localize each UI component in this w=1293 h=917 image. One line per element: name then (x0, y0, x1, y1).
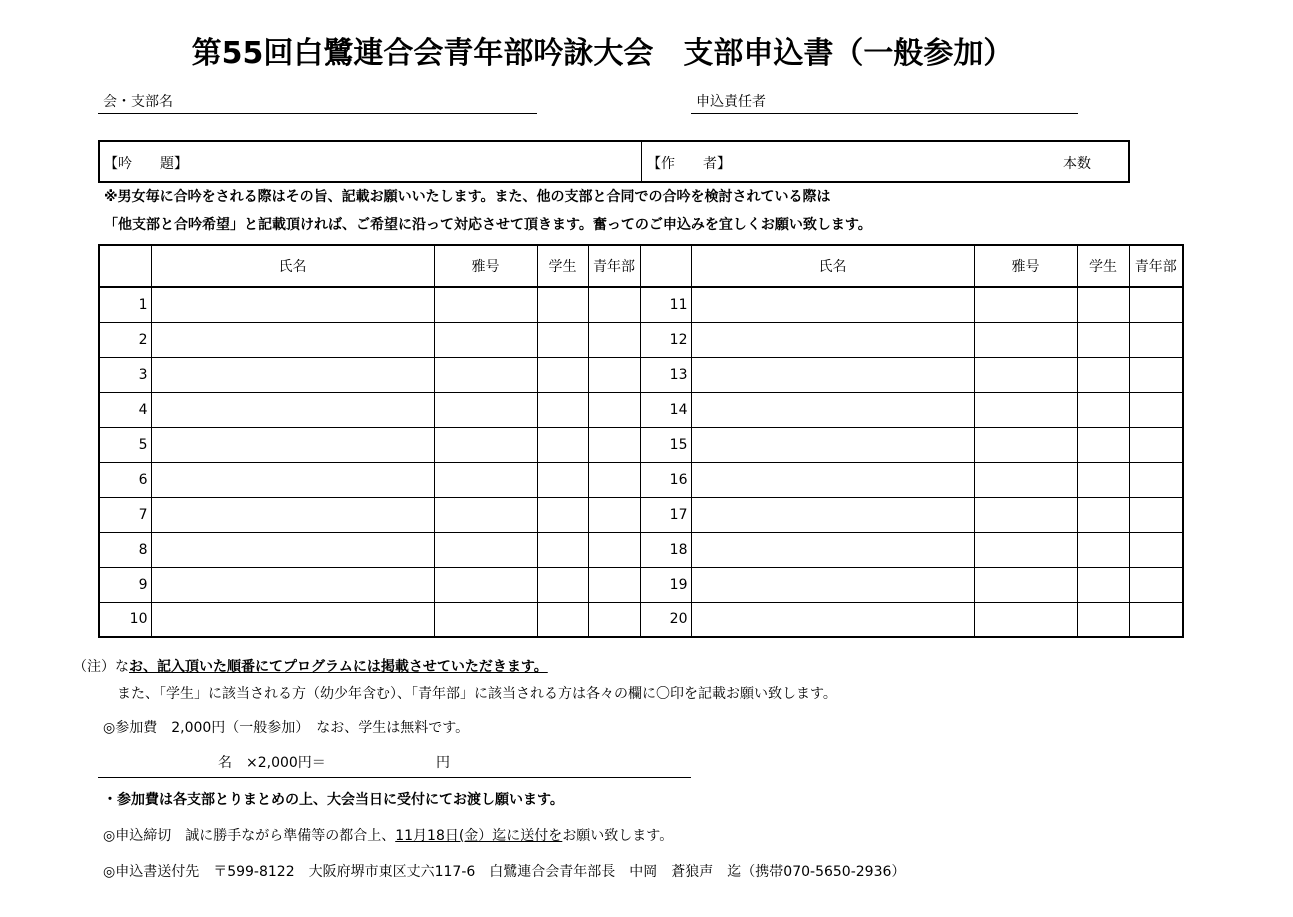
pen-name-cell[interactable] (974, 462, 1077, 497)
table-header-row (99, 245, 1183, 287)
name-cell[interactable] (151, 357, 434, 392)
name-cell[interactable] (691, 427, 974, 462)
row-number: 10 (99, 602, 151, 637)
student-cell[interactable] (537, 532, 588, 567)
header-student-right: 学生 (1077, 245, 1129, 287)
youth-cell[interactable] (588, 532, 640, 567)
name-cell[interactable] (691, 567, 974, 602)
pen-name-cell[interactable] (974, 357, 1077, 392)
fee-calc-yen: 円 (436, 755, 450, 771)
student-cell[interactable] (1077, 462, 1129, 497)
name-cell[interactable] (151, 427, 434, 462)
note-line-2: また、「学生」に該当される方（幼少年含む）、「青年部」に該当される方は各々の欄に〇印を記載お願い致します。 (117, 686, 837, 702)
youth-cell[interactable] (1129, 427, 1183, 462)
youth-cell[interactable] (588, 567, 640, 602)
page-title: 第55回白鷺連合会青年部吟詠大会 支部申込書（一般参加） (191, 36, 1014, 71)
row-number: 3 (99, 357, 151, 392)
youth-cell[interactable] (588, 322, 640, 357)
table-row (99, 322, 1183, 357)
send-address: ◎申込書送付先 〒599-8122 大阪府堺市東区丈六117-6 白鷺連合会青年部長 中岡 蒼狼声 迄（携帯070-5650-2936） (103, 864, 906, 880)
header-pen-name-right: 雅号 (974, 245, 1077, 287)
youth-cell[interactable] (588, 357, 640, 392)
pen-name-cell[interactable] (434, 462, 537, 497)
name-cell[interactable] (151, 532, 434, 567)
pen-name-cell[interactable] (974, 322, 1077, 357)
notice-line-1: ※男女毎に合吟をされる際はその旨、記載お願いいたします。また、他の支部と合同での合吟を検討されている際は (104, 189, 831, 205)
name-cell[interactable] (151, 567, 434, 602)
pen-name-cell[interactable] (434, 567, 537, 602)
youth-cell[interactable] (1129, 567, 1183, 602)
student-cell[interactable] (1077, 497, 1129, 532)
youth-cell[interactable] (1129, 357, 1183, 392)
row-number: 15 (640, 427, 691, 462)
student-cell[interactable] (537, 602, 588, 637)
table-row (99, 287, 1183, 322)
note-prefix: （注）な (73, 659, 129, 675)
table-row (99, 462, 1183, 497)
row-number: 12 (640, 322, 691, 357)
name-cell[interactable] (151, 462, 434, 497)
table-row (99, 427, 1183, 462)
student-cell[interactable] (537, 427, 588, 462)
header-student-left: 学生 (537, 245, 588, 287)
youth-cell[interactable] (1129, 462, 1183, 497)
student-cell[interactable] (537, 497, 588, 532)
table-row (99, 357, 1183, 392)
row-number: 8 (99, 532, 151, 567)
name-cell[interactable] (691, 287, 974, 322)
roster-table (98, 244, 1184, 638)
row-number: 17 (640, 497, 691, 532)
pen-name-cell[interactable] (434, 322, 537, 357)
pen-name-cell[interactable] (974, 287, 1077, 322)
name-cell[interactable] (691, 322, 974, 357)
deadline-date: 11月18日(金）迄に送付を (395, 828, 563, 844)
name-cell[interactable] (151, 322, 434, 357)
note-program-order: お、記入頂いた順番にてプログラムには掲載させていただきます。 (129, 659, 548, 675)
header-youth-right: 青年部 (1129, 245, 1183, 287)
youth-cell[interactable] (588, 497, 640, 532)
name-cell[interactable] (691, 357, 974, 392)
row-number: 14 (640, 392, 691, 427)
name-cell[interactable] (691, 462, 974, 497)
table-row (99, 392, 1183, 427)
row-number: 13 (640, 357, 691, 392)
header-name-right: 氏名 (691, 245, 974, 287)
student-cell[interactable] (1077, 567, 1129, 602)
pen-name-cell[interactable] (434, 497, 537, 532)
youth-cell[interactable] (588, 287, 640, 322)
pen-name-cell[interactable] (974, 567, 1077, 602)
row-number: 9 (99, 567, 151, 602)
name-cell[interactable] (151, 497, 434, 532)
count-label: 本数 (1063, 156, 1091, 172)
row-number: 16 (640, 462, 691, 497)
table-row (99, 532, 1183, 567)
pen-name-cell[interactable] (434, 392, 537, 427)
pen-name-cell[interactable] (434, 427, 537, 462)
row-number: 19 (640, 567, 691, 602)
responsible-person-label: 申込責任者 (696, 94, 766, 110)
pen-name-cell[interactable] (974, 427, 1077, 462)
header-number-left (99, 245, 151, 287)
row-number: 5 (99, 427, 151, 462)
student-cell[interactable] (1077, 427, 1129, 462)
header-name-left: 氏名 (151, 245, 434, 287)
student-cell[interactable] (537, 287, 588, 322)
youth-cell[interactable] (1129, 602, 1183, 637)
youth-cell[interactable] (1129, 322, 1183, 357)
student-cell[interactable] (537, 392, 588, 427)
student-cell[interactable] (537, 567, 588, 602)
author-label: 【作 者】 (647, 156, 731, 172)
name-cell[interactable] (151, 287, 434, 322)
row-number: 2 (99, 322, 151, 357)
fee-calc-line (98, 777, 691, 778)
pen-name-cell[interactable] (434, 602, 537, 637)
youth-cell[interactable] (1129, 497, 1183, 532)
row-number: 18 (640, 532, 691, 567)
name-cell[interactable] (151, 392, 434, 427)
youth-cell[interactable] (588, 602, 640, 637)
row-number: 11 (640, 287, 691, 322)
row-number: 6 (99, 462, 151, 497)
notice-line-2: 「他支部と合吟希望」と記載頂ければ、ご希望に沿って対応させて頂きます。奮ってのご申込みを宜しくお願い致します。 (104, 217, 872, 233)
poem-title-label: 【吟 題】 (104, 156, 188, 172)
deadline-suffix: お願い致します。 (562, 828, 674, 844)
student-cell[interactable] (1077, 602, 1129, 637)
row-number: 20 (640, 602, 691, 637)
poem-author-divider (641, 142, 642, 181)
youth-cell[interactable] (1129, 287, 1183, 322)
pen-name-cell[interactable] (974, 602, 1077, 637)
name-cell[interactable] (151, 602, 434, 637)
table-row (99, 602, 1183, 637)
branch-name-line[interactable] (98, 113, 537, 114)
pen-name-cell[interactable] (434, 357, 537, 392)
note-line-1 (73, 656, 548, 676)
fee-info: ◎参加費 2,000円（一般参加） なお、学生は無料です。 (103, 720, 470, 736)
table-row (99, 497, 1183, 532)
pen-name-cell[interactable] (434, 287, 537, 322)
row-number: 7 (99, 497, 151, 532)
youth-cell[interactable] (588, 392, 640, 427)
fee-payment-note: ・参加費は各支部とりまとめの上、大会当日に受付にてお渡し願います。 (103, 792, 564, 808)
fee-calc-label: 名 ×2,000円＝ (218, 755, 326, 771)
name-cell[interactable] (691, 392, 974, 427)
name-cell[interactable] (691, 497, 974, 532)
student-cell[interactable] (1077, 287, 1129, 322)
student-cell[interactable] (537, 462, 588, 497)
student-cell[interactable] (1077, 392, 1129, 427)
youth-cell[interactable] (1129, 532, 1183, 567)
row-number: 4 (99, 392, 151, 427)
deadline-prefix: ◎申込締切 誠に勝手ながら準備等の都合上、 (103, 828, 396, 844)
pen-name-cell[interactable] (434, 532, 537, 567)
header-pen-name-left: 雅号 (434, 245, 537, 287)
header-youth-left: 青年部 (588, 245, 640, 287)
student-cell[interactable] (1077, 532, 1129, 567)
deadline-info (103, 825, 673, 845)
name-cell[interactable] (691, 602, 974, 637)
responsible-person-line[interactable] (691, 113, 1078, 114)
student-cell[interactable] (537, 357, 588, 392)
student-cell[interactable] (537, 322, 588, 357)
student-cell[interactable] (1077, 322, 1129, 357)
poem-author-box (98, 140, 1130, 183)
pen-name-cell[interactable] (974, 392, 1077, 427)
student-cell[interactable] (1077, 357, 1129, 392)
youth-cell[interactable] (1129, 392, 1183, 427)
row-number: 1 (99, 287, 151, 322)
youth-cell[interactable] (588, 462, 640, 497)
pen-name-cell[interactable] (974, 532, 1077, 567)
youth-cell[interactable] (588, 427, 640, 462)
name-cell[interactable] (691, 532, 974, 567)
table-row (99, 567, 1183, 602)
header-number-right (640, 245, 691, 287)
pen-name-cell[interactable] (974, 497, 1077, 532)
branch-name-label: 会・支部名 (103, 94, 173, 110)
